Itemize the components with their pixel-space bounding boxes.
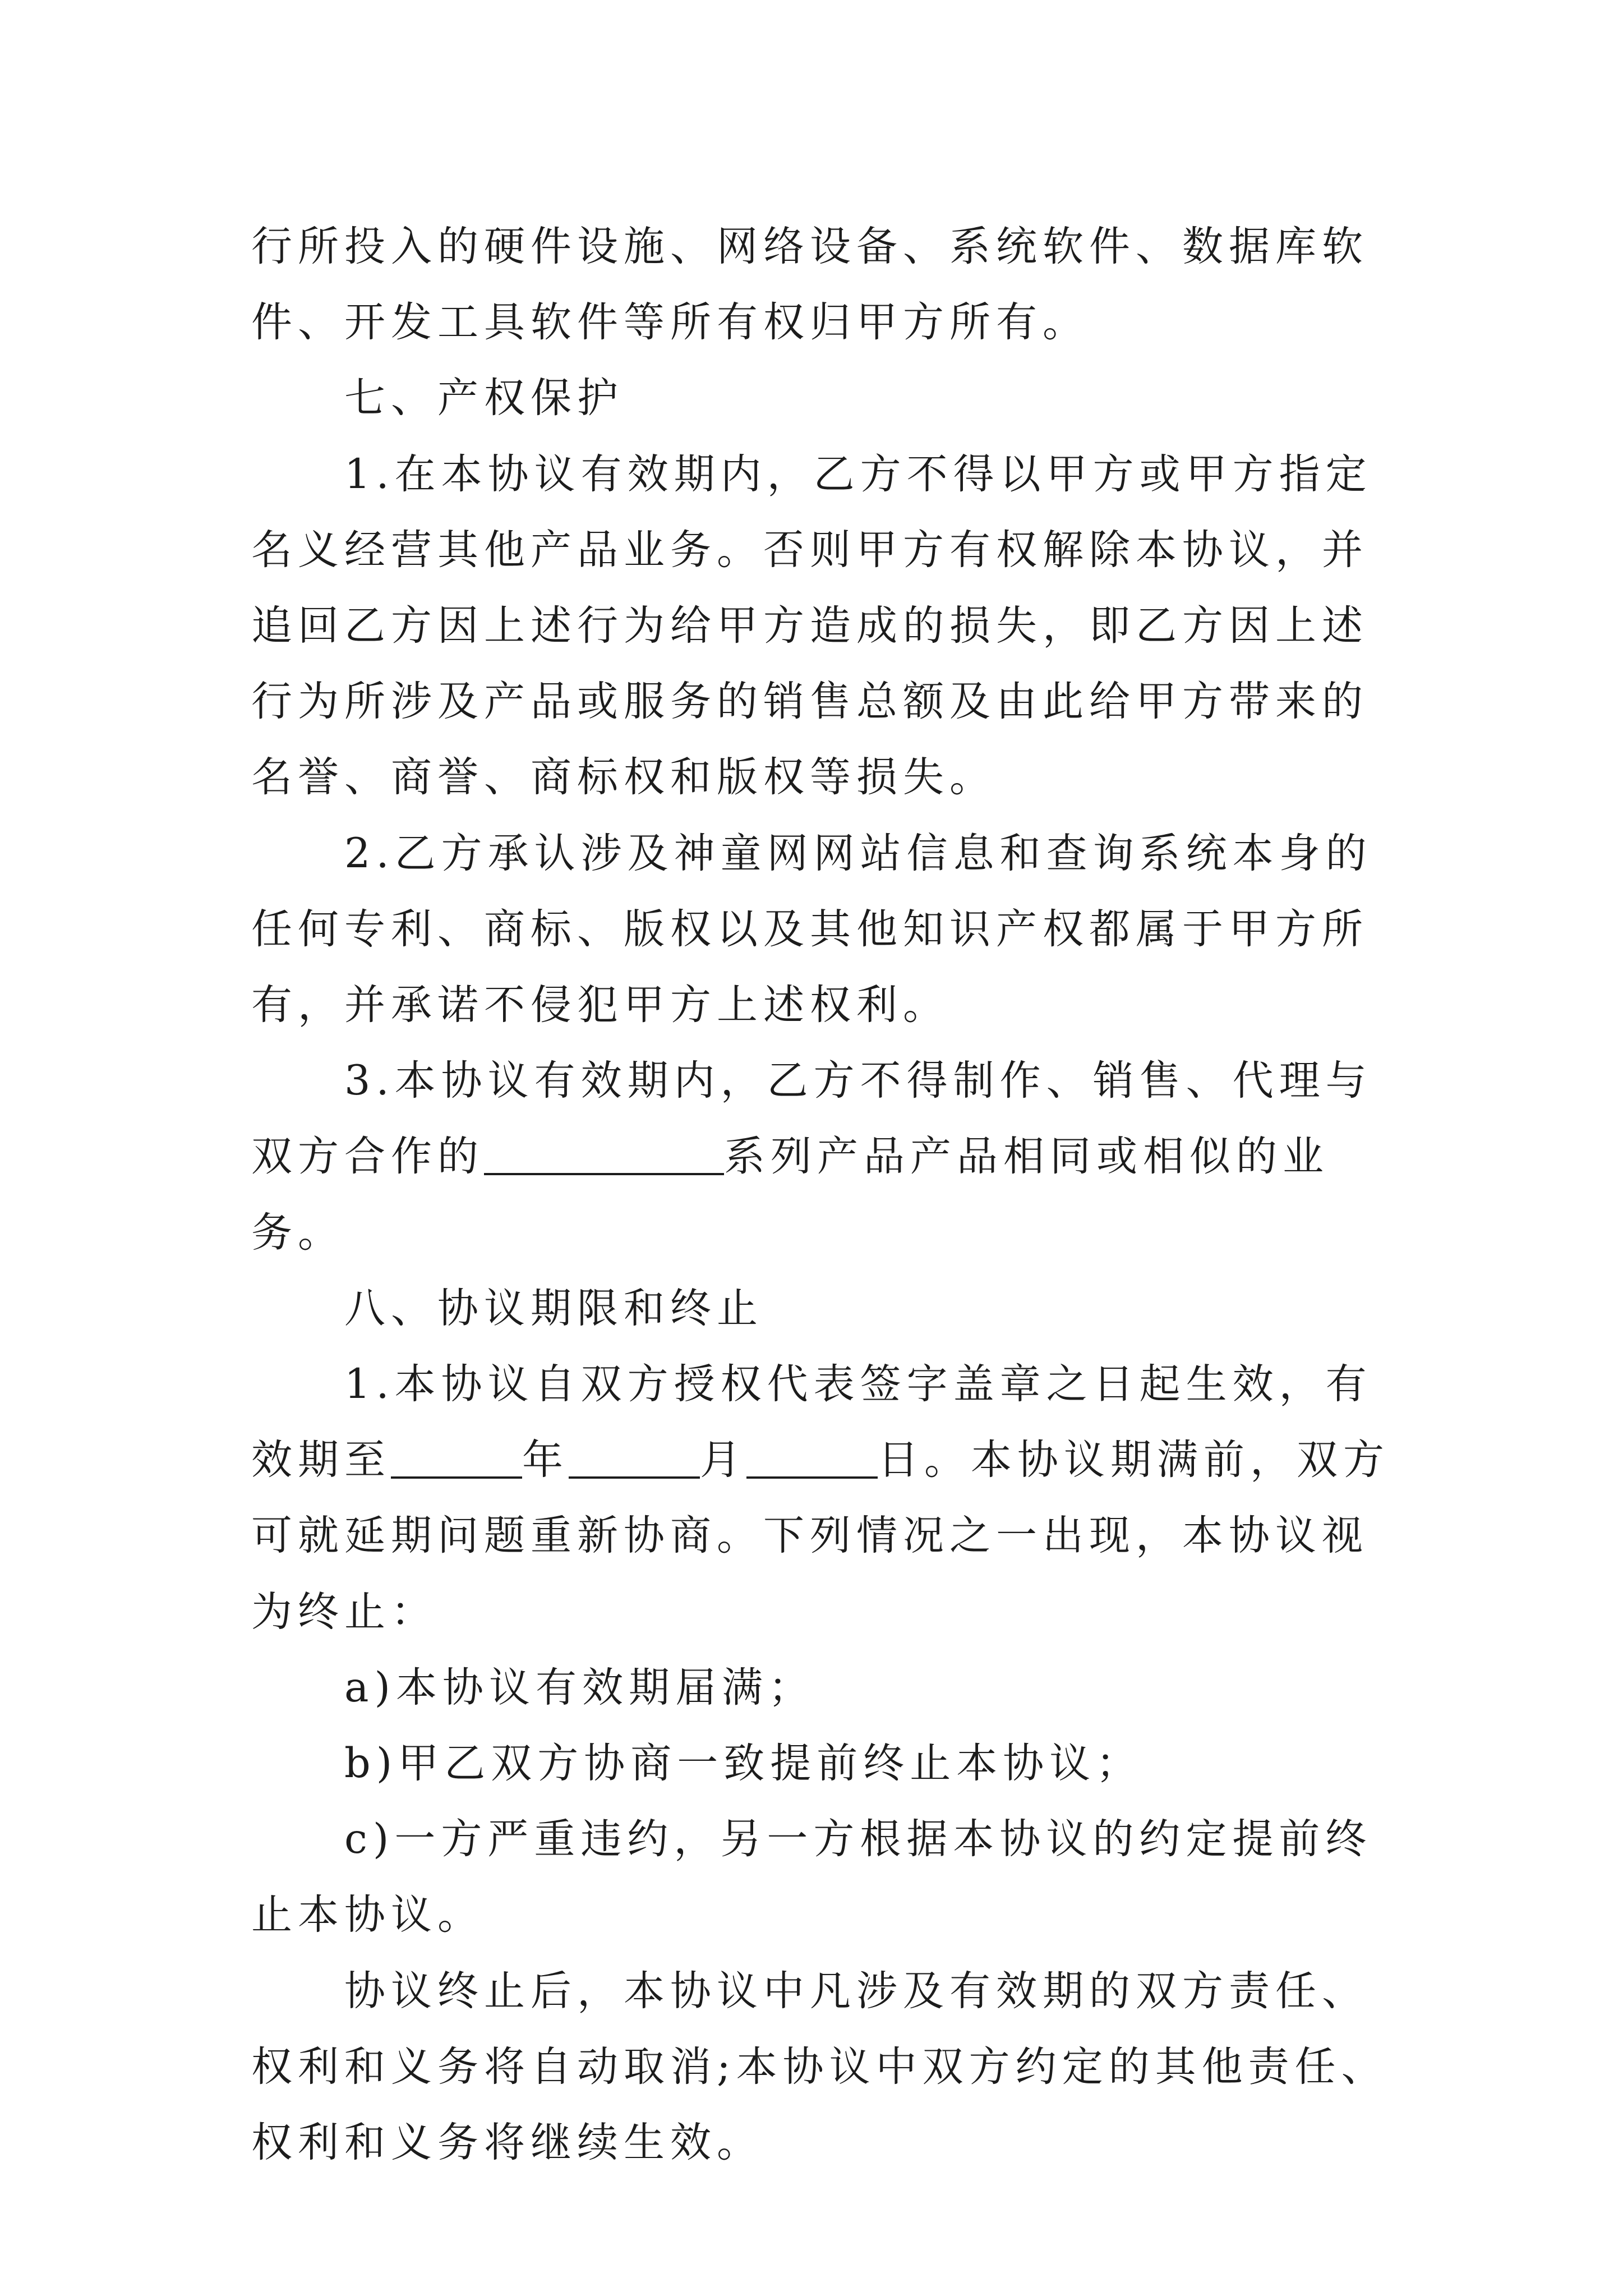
clause-8-1-text-d: 日。本协议期满前，双方可就延期问题重新协商。下列情况之一出现，本协议视为终止： bbox=[251, 1436, 1390, 1636]
clause-7-3-text-after: 系列产品产品相同或相似的业务。 bbox=[251, 1133, 1329, 1257]
month-label: 月 bbox=[700, 1436, 746, 1484]
year-label: 年 bbox=[522, 1436, 569, 1484]
termination-item-b: b)甲乙双方协商一致提前终止本协议； bbox=[344, 1740, 1143, 1788]
year-blank bbox=[391, 1435, 522, 1479]
paragraph-hardware-ownership: 行所投入的硬件设施、网络设备、系统软件、数据库软件、开发工具软件等所有权归甲方所有。 bbox=[251, 223, 1368, 347]
clause-7-1: 1.在本协议有效期内，乙方不得以甲方或甲方指定名义经营其他产品业务。否则甲方有权解除本协议，并追回乙方因上述行为给甲方造成的损失，即乙方因上述行为所涉及产品或服务的销售总额及由此给甲方带来的名誉、商誉、商标权和版权等损失。 bbox=[251, 450, 1372, 802]
termination-item-a: a)本协议有效期届满； bbox=[344, 1663, 815, 1711]
section-heading-term-termination: 八、协议期限和终止 bbox=[344, 1284, 763, 1332]
post-termination-paragraph: 协议终止后，本协议中凡涉及有效期的双方责任、权利和义务将自动取消;本协议中双方约定的其他责任、权利和义务将继续生效。 bbox=[251, 1967, 1388, 2167]
month-blank bbox=[569, 1435, 700, 1479]
clause-8-1 bbox=[251, 1346, 1395, 1650]
clause-7-3 bbox=[251, 1043, 1395, 1271]
clause-7-3-text-before: 3.本协议有效期内，乙方不得制作、销售、代理与双方合作的 bbox=[251, 1057, 1372, 1181]
termination-item-c: c)一方严重违约，另一方根据本协议的约定提前终止本协议。 bbox=[251, 1815, 1372, 1939]
clause-8-1-text-a: 1.本协议自双方授权代表签字盖章之日起生效，有效期至 bbox=[251, 1360, 1372, 1484]
day-blank bbox=[746, 1435, 878, 1479]
clause-7-2: 2.乙方承认涉及神童网网站信息和查询系统本身的任何专利、商标、版权以及其他知识产权都属于甲方所有，并承诺不侵犯甲方上述权利。 bbox=[251, 829, 1372, 1029]
section-heading-property-protection: 七、产权保护 bbox=[344, 374, 624, 422]
product-series-blank bbox=[484, 1132, 724, 1175]
document-body bbox=[251, 209, 1395, 2180]
